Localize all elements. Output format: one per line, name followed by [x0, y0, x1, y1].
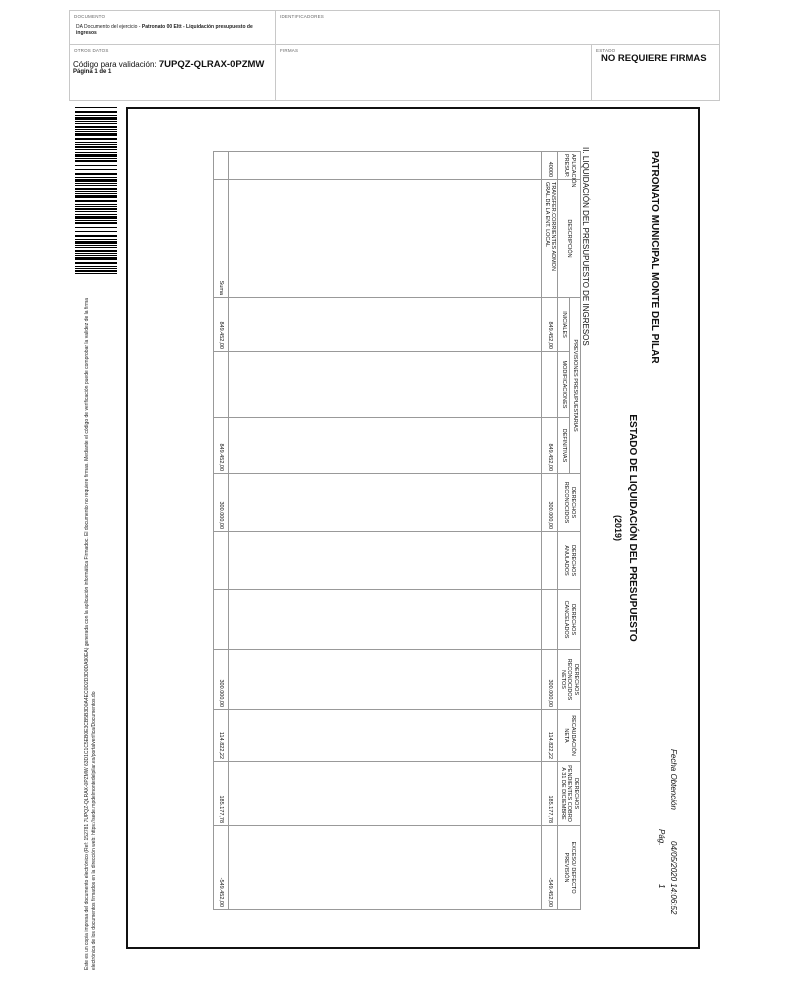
cell-descripcion: TRANSFER.CORRIENTES ADMON GRAL.DE LA ENT. LOCAL — [542, 180, 558, 298]
otros-datos-box — [69, 44, 276, 101]
col-exceso: EXCESO/ DEFECTO PREVISIÓN — [558, 826, 581, 910]
barcode-bar — [75, 208, 117, 210]
barcode-bar — [75, 214, 117, 215]
estado-label: ESTADO — [596, 48, 616, 53]
sum-label: Suma — [214, 180, 229, 298]
page-value: 1 — [657, 884, 666, 889]
barcode-bar — [75, 142, 117, 143]
barcode-bar — [75, 241, 117, 244]
barcode-bar — [75, 152, 117, 153]
estado-box — [591, 44, 720, 101]
csv-label: Código para validación: — [73, 60, 157, 69]
barcode-bar — [75, 266, 117, 267]
barcode-bar — [75, 111, 117, 113]
barcode-bar — [75, 107, 117, 108]
firmas-box — [275, 44, 592, 101]
sum-anulados — [214, 532, 229, 590]
sum-reconocidos: 300.000,00 — [214, 474, 229, 532]
blank-cell — [229, 710, 542, 762]
barcode-bar — [75, 239, 117, 240]
sum-pendientes: 185.177,78 — [214, 762, 229, 826]
blank-cell — [229, 762, 542, 826]
barcode-bar — [75, 169, 117, 170]
identificadores-label: IDENTIFICADORES — [280, 14, 325, 19]
barcode-bar — [75, 173, 117, 175]
barcode-bar — [75, 216, 117, 219]
col-pendientes: DERECHOS PENDIENTES COBRO A 31 DE DICIEMBRE — [558, 762, 581, 826]
liquidation-table — [214, 151, 582, 910]
barcode-bar — [75, 146, 117, 148]
barcode-bar — [75, 183, 117, 184]
cell-aplicacion: 40000 — [542, 152, 558, 180]
barcode-bar — [75, 158, 117, 159]
barcode-bar — [75, 121, 117, 122]
barcode-bar — [75, 250, 117, 252]
col-netos: DERECHOS RECONOCIDOS NETOS — [558, 650, 581, 710]
barcode-bar — [75, 273, 117, 274]
blank-cell — [229, 152, 542, 180]
blank-cell — [229, 532, 542, 590]
report-page — [128, 109, 698, 947]
col-cancelados: DERECHOS CANCELADOS — [558, 590, 581, 650]
barcode-bar — [75, 149, 117, 150]
barcode-bar — [75, 222, 117, 224]
blank-cell — [229, 826, 542, 910]
estado-value: NO REQUIERE FIRMAS — [601, 53, 707, 64]
report-frame — [126, 107, 700, 949]
report-year: (2019) — [613, 514, 623, 541]
page-label: Pág. — [657, 829, 666, 846]
barcode-bar — [75, 220, 117, 221]
fecha-label: Fecha Obtención — [669, 749, 678, 810]
cell-exceso: -549.452,00 — [542, 826, 558, 910]
barcode-bar — [75, 235, 117, 237]
sum-modificaciones — [214, 352, 229, 418]
page-info: Página 1 de 1 — [73, 69, 112, 75]
barcode — [75, 107, 117, 277]
csv-code: 7UPQZ-QLRAX-0PZMW — [158, 59, 265, 70]
barcode-bar — [75, 117, 117, 120]
barcode-bar — [75, 253, 117, 254]
barcode-bar — [75, 206, 117, 207]
cell-pendientes: 185.177,78 — [542, 762, 558, 826]
sum-empty-cell — [214, 152, 229, 180]
barcode-bar — [75, 185, 117, 186]
documento-label: DOCUMENTO — [74, 14, 106, 19]
sum-row — [214, 152, 229, 910]
col-definitivas: DEFINITIVAS — [558, 418, 569, 474]
sum-cancelados — [214, 590, 229, 650]
barcode-bar — [75, 247, 117, 248]
barcode-bar — [75, 177, 117, 178]
barcode-bar — [75, 123, 117, 124]
cell-definitivas: 849.452,00 — [542, 418, 558, 474]
blank-cell — [229, 650, 542, 710]
identificadores-box — [275, 10, 720, 45]
otros-datos-label: OTROS DATOS — [74, 48, 109, 53]
barcode-bar — [75, 138, 117, 140]
barcode-bar — [75, 131, 117, 132]
barcode-bar — [75, 268, 117, 269]
barcode-bar — [75, 227, 117, 228]
header-row-1 — [569, 152, 580, 910]
blank-cell — [229, 180, 542, 298]
barcode-bar — [75, 165, 117, 166]
barcode-bar — [75, 129, 117, 130]
cell-iniciales: 849.452,00 — [542, 298, 558, 352]
col-reconocidos: DERECHOS RECONOCIDOS — [558, 474, 581, 532]
col-descripcion: DESCRIPCIÓN — [558, 180, 581, 298]
report-title: ESTADO DE LIQUIDACIÓN DEL PRESUPUESTO — [627, 414, 638, 642]
blank-row — [229, 152, 542, 910]
barcode-bar — [75, 204, 117, 205]
col-iniciales: INICIALES — [558, 298, 569, 352]
barcode-bar — [75, 193, 117, 194]
sum-netos: 300.000,00 — [214, 650, 229, 710]
col-aplicacion: APLICACIÓN PRESUP. — [558, 152, 581, 180]
blank-cell — [229, 418, 542, 474]
cell-netos: 300.000,00 — [542, 650, 558, 710]
fecha-value: 04/05/2020 14:06:52 — [669, 841, 678, 915]
barcode-bar — [75, 133, 117, 136]
barcode-bar — [75, 211, 117, 212]
barcode-bar — [75, 255, 117, 256]
blank-cell — [229, 590, 542, 650]
col-anulados: DERECHOS ANULADOS — [558, 532, 581, 590]
sum-definitivas: 849.452,00 — [214, 418, 229, 474]
sum-iniciales: 849.452,00 — [214, 298, 229, 352]
barcode-bar — [75, 126, 117, 128]
barcode-bar — [75, 191, 117, 192]
barcode-bar — [75, 179, 117, 182]
barcode-bar — [75, 115, 117, 116]
col-recaudacion: RECAUDACIÓN NETA — [558, 710, 581, 762]
documento-value: DA Documento del ejercicio - Patronato 00 Eltt - Liquidación presupuesto de ingresos — [76, 24, 253, 36]
barcode-bar — [75, 154, 117, 157]
col-modificaciones: MODIFICACIONES — [558, 352, 569, 418]
verification-note: Este es un copia impresa del documento electrónico (Ref: 152781 7UPQZ-QLRAX-0PZMW 63D1C1C5EB0E3CB5B3D0A4EC0D2D3D0DA90EA) generada con la aplicación informática Firmadoc. El documento no requiere firmas. Mediante el código de verificación puede comprobar la validez de la firma electrónica de los documentos firmados en la dirección web: https://sede.mpdelmontedelpilar.es/portalverifica/Documentos.do — [84, 297, 97, 970]
barcode-bar — [75, 262, 117, 264]
barcode-bar — [75, 188, 117, 190]
firmas-label: FIRMAS — [280, 48, 299, 53]
sum-exceso: -549.452,00 — [214, 826, 229, 910]
blank-cell — [229, 298, 542, 352]
barcode-bar — [75, 144, 117, 145]
cell-anulados — [542, 532, 558, 590]
barcode-bar — [75, 257, 117, 260]
blank-cell — [229, 352, 542, 418]
organization-name: PATRONATO MUNICIPAL MONTE DEL PILAR — [649, 151, 660, 364]
table-row — [542, 152, 558, 910]
barcode-bar — [75, 160, 117, 162]
barcode-bar — [75, 200, 117, 202]
cell-modificaciones — [542, 352, 558, 418]
barcode-bar — [75, 245, 117, 246]
barcode-bar — [75, 195, 117, 198]
blank-cell — [229, 474, 542, 532]
cell-recaudacion: 114.822,22 — [542, 710, 558, 762]
documento-box — [69, 10, 276, 45]
cell-reconocidos: 300.000,00 — [542, 474, 558, 532]
cell-cancelados — [542, 590, 558, 650]
sum-recaudacion: 114.822,22 — [214, 710, 229, 762]
col-previsiones: PREVISIONES PRESUPUESTARIAS — [569, 298, 580, 474]
barcode-bar — [75, 231, 117, 232]
barcode-bar — [75, 270, 117, 272]
section-title: II. LIQUIDACIÓN DEL PRESUPUESTO DE INGRESOS — [581, 147, 590, 346]
